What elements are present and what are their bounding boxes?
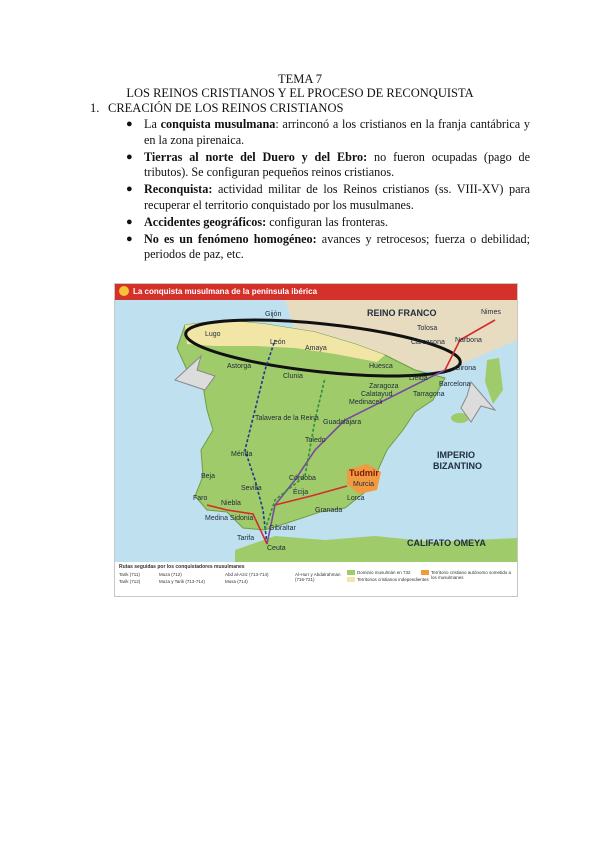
bullet-icon: ● (126, 183, 133, 195)
place-label: Gijón (265, 311, 282, 318)
legend-title: Rutas seguidas por los conquistadores musulmanes (119, 564, 245, 570)
document-title: TEMA 7 (277, 72, 323, 86)
conquest-map (114, 283, 518, 597)
bullet-text: : arrinconó a los cristianos en la franja cantábrica y en la zona pirenaica. (144, 117, 530, 147)
place-label: Gibraltar (269, 525, 296, 532)
legend-item: Tarik (712) (119, 579, 141, 584)
place-label: Astorga (227, 363, 252, 370)
bullet-text: actividad militar de los Reinos cristianos (ss. VIII-XV) para recuperar el territorio conquistado por los musulmanes. (144, 182, 530, 212)
place-label: Tarifa (237, 535, 255, 542)
bullet-term: Accidentes geográficos: (144, 214, 267, 229)
legend-item: Dominio musulmán en 732 (357, 570, 411, 575)
legend-item: Tarik (711) (119, 572, 140, 577)
section-number: 1. (90, 101, 100, 115)
place-label: Carcasona (411, 339, 445, 346)
legend-item: Muza (712) (159, 572, 182, 577)
place-label: Toledo (305, 437, 326, 444)
bullet-text: no fueron ocupadas (pago de tributos). Se configuran pequeños reinos cristianos. (144, 149, 530, 179)
place-label: Lugo (205, 331, 221, 338)
place-label: Girona (455, 365, 477, 372)
list-item (124, 150, 530, 181)
legend-item: Territorios cristianos independientes (357, 577, 429, 582)
bullet-icon: ● (126, 215, 133, 228)
place-label: Nimes (481, 309, 501, 316)
place-label: Sevilla (241, 485, 262, 492)
bullet-icon: ● (126, 150, 133, 163)
document-subtitle: LOS REINOS CRISTIANOS Y EL PROCESO DE RECONQUISTA (126, 86, 474, 100)
bullet-list (124, 117, 530, 264)
place-label: Lorca (347, 495, 365, 502)
label-tudmir: Tudmir (349, 468, 379, 478)
place-label: Mérida (231, 451, 253, 458)
place-label: Talavera de la Reina (255, 415, 319, 422)
place-label: Lleida (409, 375, 428, 382)
label-imperio: IMPERIO (437, 450, 476, 460)
place-label: Niebla (221, 500, 241, 507)
section-heading (90, 101, 343, 116)
place-label: Tarragona (413, 391, 445, 398)
legend-item: Abd al-Aziz (713-714) (225, 572, 269, 577)
place-label: Granada (315, 507, 343, 514)
island-east (485, 358, 503, 404)
place-label: Huesca (369, 363, 393, 370)
section-title: CREACIÓN DE LOS REINOS CRISTIANOS (108, 101, 344, 115)
place-label: Medinaceli (349, 399, 383, 406)
map-title: La conquista musulmana de la península ibérica (133, 287, 318, 296)
label-bizantino: BIZANTINO (433, 461, 482, 471)
place-label: Beja (201, 473, 216, 480)
legend-swatch (347, 570, 355, 575)
list-item (124, 182, 530, 213)
list-item (124, 215, 530, 231)
place-label: Medina Sidonia (205, 515, 254, 522)
label-califato: CALIFATO OMEYA (407, 538, 486, 548)
legend-swatch (347, 577, 355, 582)
place-label: Córdoba (289, 475, 316, 482)
place-label: Ceuta (267, 545, 286, 552)
bullet-term: Reconquista: (144, 182, 213, 196)
place-label: Écija (293, 489, 309, 496)
bullet-icon: ● (126, 118, 133, 130)
place-label: Guadalajara (323, 419, 362, 426)
place-label: Calatayud (361, 391, 393, 398)
legend-item: Muza y Tarik (713-714) (159, 579, 205, 584)
legend-item: Musa (714) (225, 579, 248, 584)
legend-item: Al-Hurr y Abdalrahman (716-721) (295, 572, 341, 582)
place-label: Narbona (455, 337, 482, 344)
place-label: Clunia (283, 373, 303, 380)
place-label: Murcia (353, 481, 375, 488)
map-drawing (115, 300, 517, 562)
place-label: Tolosa (417, 325, 438, 332)
bullet-term: Tierras al norte del Duero y del Ebro: (144, 149, 368, 164)
place-label: Faro (193, 495, 208, 502)
bullet-icon: ● (126, 232, 133, 245)
legend-item: Territorio cristiano autónomo sometido a los musulmanes (431, 570, 512, 580)
place-label: Amaya (305, 345, 327, 352)
place-label: León (270, 339, 286, 346)
header-dot-icon (119, 286, 129, 296)
list-item: ● La conquista musulmana: arrinconó a los cristianos en la franja cantábrica y en la zona pirenaica. (126, 117, 530, 147)
legend-swatch (421, 570, 429, 575)
place-label: Zaragoza (369, 383, 399, 390)
bullet-text: avances y retrocesos; fuerza o debilidad; periodos de paz, etc. (144, 231, 530, 261)
bullet-term: conquista musulmana (160, 117, 276, 131)
list-item (124, 232, 530, 263)
label-reino-franco: REINO FRANCO (367, 308, 437, 318)
bullet-text: configuran las fronteras. (266, 214, 389, 229)
bullet-term: No es un fenómeno homogéneo: (144, 231, 317, 246)
place-label: Barcelona (439, 381, 471, 388)
map-legend (115, 562, 517, 596)
map-header (115, 284, 517, 300)
